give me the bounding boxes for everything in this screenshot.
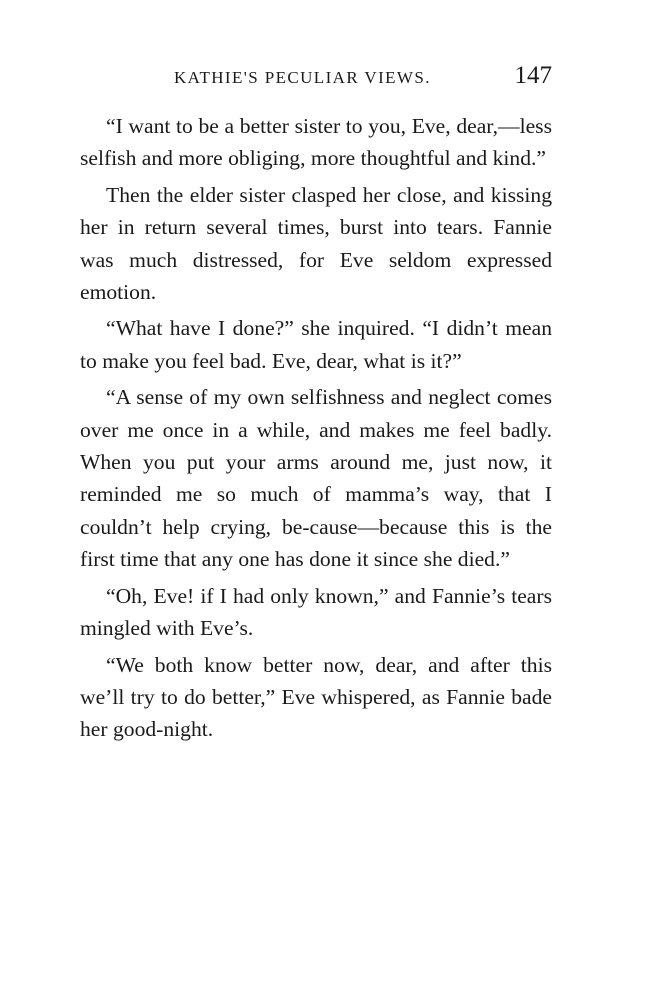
paragraph: “We both know better now, dear, and after this we’ll try to do better,” Eve whispered, as Fannie bade her good-night. <box>80 652 552 742</box>
paragraph: Then the elder sister clasped her close, and kissing her in return several times, burst into tears. Fannie was much distressed, for Eve seldom expressed emotion. <box>80 182 552 305</box>
paragraph: “What have I done?” she inquired. “I didn’t mean to make you feel bad. Eve, dear, what is it?” <box>80 316 552 373</box>
running-head <box>80 62 552 94</box>
paragraph: “I want to be a better sister to you, Eve, dear,—less selfish and more obliging, more thoughtful and kind.” <box>80 114 552 171</box>
page-number: 147 <box>514 62 552 89</box>
paragraph: “A sense of my own selfishness and neglect comes over me once in a while, and makes me feel badly. When you put your arms around me, just now, it reminded me so much of mamma’s way, that I couldn’t help crying, be-cause—because this is the first time that any one has done it since she died.” <box>80 385 552 572</box>
body-text <box>80 110 552 750</box>
running-title: KATHIE'S PECULIAR VIEWS. <box>174 68 431 87</box>
paragraph: “Oh, Eve! if I had only known,” and Fannie’s tears mingled with Eve’s. <box>80 583 552 641</box>
